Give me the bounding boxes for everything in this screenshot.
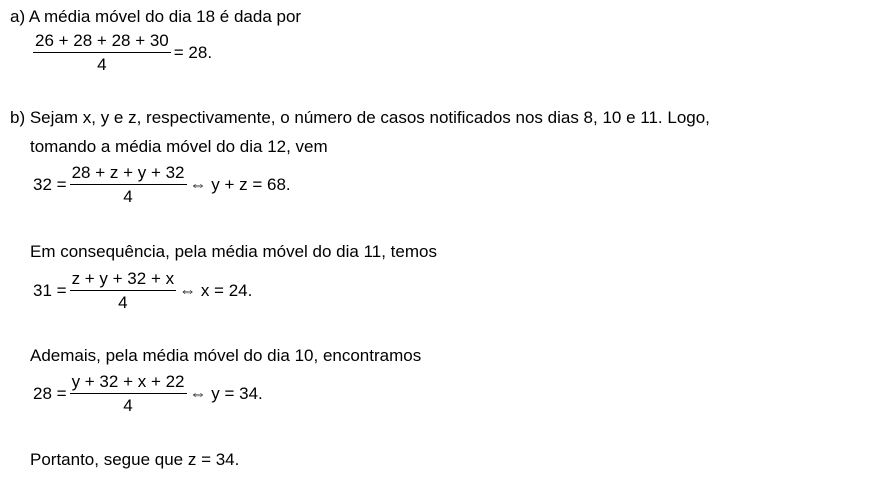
part-b-intro-line1: b) Sejam x, y e z, respectivamente, o número de casos notificados nos dias 8, 10 e 11. Logo, bbox=[10, 108, 710, 127]
equation-lhs: 32 = bbox=[33, 175, 67, 194]
equation-rhs: = 28. bbox=[173, 43, 213, 62]
fraction bbox=[70, 270, 177, 311]
fraction-denominator: 4 bbox=[123, 187, 133, 206]
part-b-text-2: Em consequência, pela média móvel do dia 11, temos bbox=[30, 242, 437, 261]
fraction bbox=[70, 373, 187, 414]
fraction-denominator: 4 bbox=[97, 55, 107, 74]
part-a-intro: a) A média móvel do dia 18 é dada por bbox=[10, 7, 302, 26]
fraction-numerator: 28 + z + y + 32 bbox=[70, 164, 187, 185]
fraction-denominator: 4 bbox=[118, 293, 128, 312]
part-a-equation bbox=[30, 32, 212, 73]
part-b-text-3: Ademais, pela média móvel do dia 10, encontramos bbox=[30, 346, 422, 365]
part-b-conclusion: Portanto, segue que z = 34. bbox=[30, 450, 240, 469]
part-b-intro-line2: tomando a média móvel do dia 12, vem bbox=[30, 137, 328, 156]
fraction bbox=[70, 164, 187, 205]
equation-lhs: 28 = bbox=[33, 384, 67, 403]
equation-lhs: 31 = bbox=[33, 281, 67, 300]
part-b-equation-3 bbox=[33, 373, 263, 414]
fraction bbox=[33, 32, 171, 73]
fraction-denominator: 4 bbox=[123, 396, 133, 415]
equation-rhs: ⇔ x = 24. bbox=[179, 281, 253, 300]
part-b-equation-2 bbox=[33, 270, 252, 311]
part-b-equation-1 bbox=[33, 164, 291, 205]
equation-rhs: ⇔ y = 34. bbox=[189, 384, 263, 403]
equation-rhs: ⇔ y + z = 68. bbox=[189, 175, 291, 194]
fraction-numerator: 26 + 28 + 28 + 30 bbox=[33, 32, 171, 53]
fraction-numerator: z + y + 32 + x bbox=[70, 270, 177, 291]
fraction-numerator: y + 32 + x + 22 bbox=[70, 373, 187, 394]
